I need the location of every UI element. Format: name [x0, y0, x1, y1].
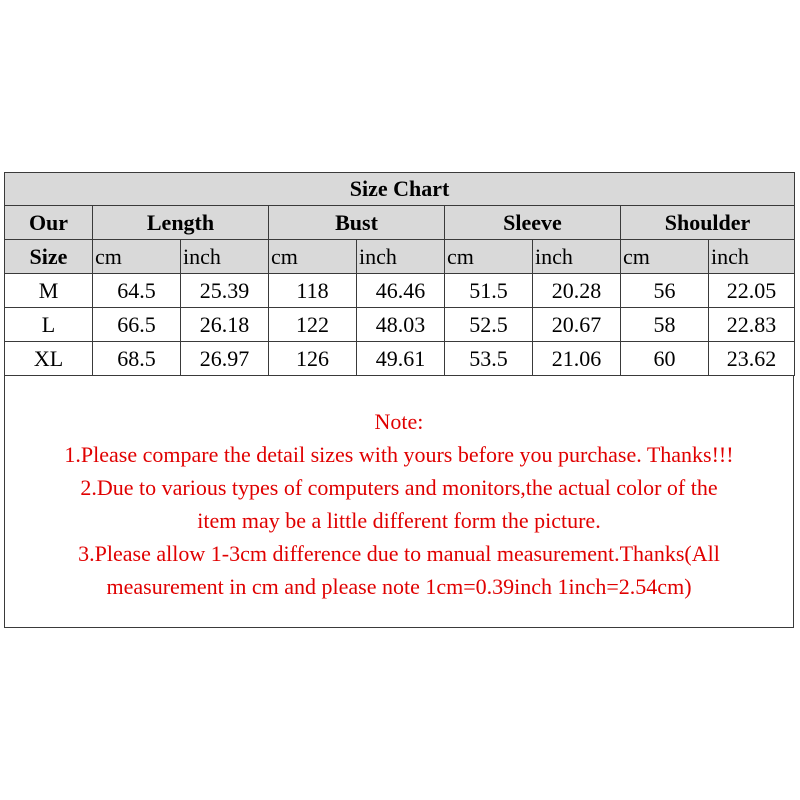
- unit-cell: inch: [709, 240, 795, 274]
- header-sleeve: Sleeve: [445, 206, 621, 240]
- note-heading: Note:: [374, 409, 424, 434]
- value-cell: 49.61: [357, 342, 445, 376]
- value-cell: 20.28: [533, 274, 621, 308]
- size-label: Size: [5, 240, 93, 274]
- size-cell: M: [5, 274, 93, 308]
- note-line: 2.Due to various types of computers and monitors,the actual color of the: [80, 475, 718, 500]
- unit-cell: inch: [181, 240, 269, 274]
- size-cell: XL: [5, 342, 93, 376]
- value-cell: 21.06: [533, 342, 621, 376]
- unit-cell: cm: [621, 240, 709, 274]
- value-cell: 56: [621, 274, 709, 308]
- header-length: Length: [93, 206, 269, 240]
- value-cell: 48.03: [357, 308, 445, 342]
- unit-cell: inch: [357, 240, 445, 274]
- note-line: item may be a little different form the picture.: [197, 508, 601, 533]
- value-cell: 26.97: [181, 342, 269, 376]
- table-row: [5, 342, 795, 376]
- value-cell: 52.5: [445, 308, 533, 342]
- table-title: Size Chart: [5, 173, 795, 206]
- header-shoulder: Shoulder: [621, 206, 795, 240]
- note-line: measurement in cm and please note 1cm=0.39inch 1inch=2.54cm): [106, 574, 692, 599]
- value-cell: 60: [621, 342, 709, 376]
- value-cell: 53.5: [445, 342, 533, 376]
- value-cell: 20.67: [533, 308, 621, 342]
- value-cell: 25.39: [181, 274, 269, 308]
- value-cell: 122: [269, 308, 357, 342]
- value-cell: 51.5: [445, 274, 533, 308]
- table-row: [5, 274, 795, 308]
- size-cell: L: [5, 308, 93, 342]
- value-cell: 58: [621, 308, 709, 342]
- unit-cell: inch: [533, 240, 621, 274]
- note-line: 1.Please compare the detail sizes with yours before you purchase. Thanks!!!: [64, 442, 734, 467]
- value-cell: 118: [269, 274, 357, 308]
- table-row: [5, 308, 795, 342]
- value-cell: 126: [269, 342, 357, 376]
- unit-cell: cm: [445, 240, 533, 274]
- value-cell: 23.62: [709, 342, 795, 376]
- value-cell: 64.5: [93, 274, 181, 308]
- value-cell: 66.5: [93, 308, 181, 342]
- unit-cell: cm: [93, 240, 181, 274]
- value-cell: 22.05: [709, 274, 795, 308]
- note-line: 3.Please allow 1-3cm difference due to manual measurement.Thanks(All: [78, 541, 720, 566]
- value-cell: 22.83: [709, 308, 795, 342]
- notes-block: [5, 405, 793, 603]
- value-cell: 46.46: [357, 274, 445, 308]
- value-cell: 68.5: [93, 342, 181, 376]
- value-cell: 26.18: [181, 308, 269, 342]
- size-chart-table: [4, 172, 795, 376]
- header-bust: Bust: [269, 206, 445, 240]
- our-label: Our: [5, 206, 93, 240]
- unit-cell: cm: [269, 240, 357, 274]
